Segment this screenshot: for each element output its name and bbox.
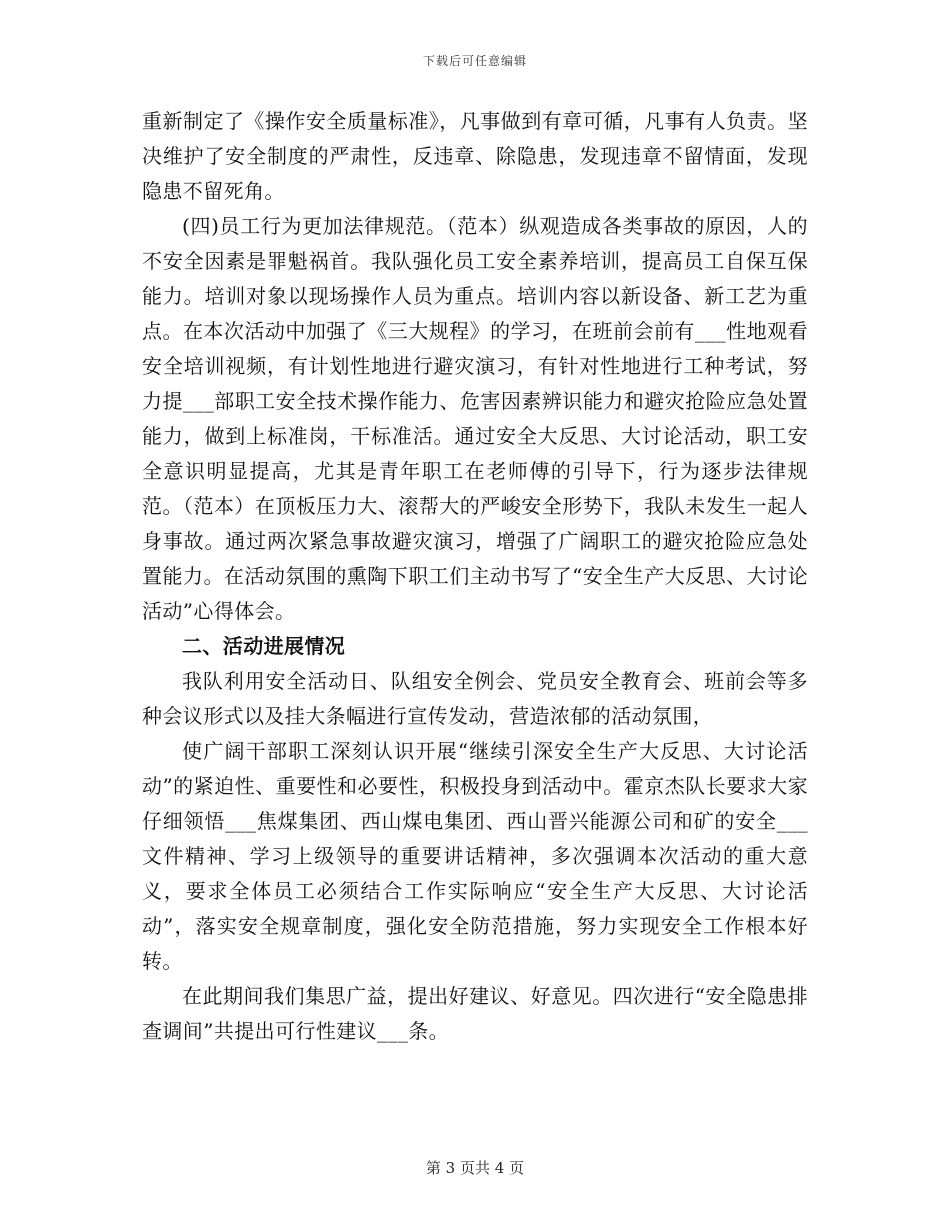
document-body bbox=[142, 104, 808, 1049]
paragraph-1: 重新制定了《操作安全质量标准》，凡事做到有章可循，凡事有人负责。坚决维护了安全制度的严肃性，反违章、除隐患，发现违章不留情面，发现隐患不留死角。 bbox=[142, 109, 808, 203]
paragraph-2: (四)员工行为更加法律规范。（范本）纵观造成各类事故的原因，人的不安全因素是罪魁祸首。我队强化员工安全素养培训，提高员工自保互保能力。培训对象以现场操作人员为重点。培训内容以新设备、新工艺为重点。在本次活动中加强了《三大规程》的学习，在班前会前有___性地观看安全培训视频，有计划性地进行避灾演习，有针对性地进行工种考试，努力提___部职工安全技术操作能力、危害因素辨识能力和避灾抢险应急处置能力，做到上标准岗，干标准活。通过安全大反思、大讨论活动，职工安全意识明显提高，尤其是青年职工在老师傅的引导下，行为逐步法律规范。（范本）在顶板压力大、滚帮大的严峻安全形势下，我队未发生一起人身事故。通过两次紧急事故避灾演习，增强了广阔职工的避灾抢险应急处置能力。在活动氛围的熏陶下职工们主动书写了“安全生产大反思、大讨论活动”心得体会。 bbox=[142, 214, 808, 623]
paragraph-5: 在此期间我们集思广益，提出好建议、好意见。四次进行“安全隐患排查调间”共提出可行性建议___条。 bbox=[142, 984, 808, 1043]
page-header: 下载后可任意编辑 bbox=[422, 54, 527, 68]
paragraph-3: 我队利用安全活动日、队组安全例会、党员安全教育会、班前会等多种会议形式以及挂大条幅进行宣传发动，营造浓郁的活动氛围， bbox=[142, 669, 808, 728]
section-heading: 二、活动进展情况 bbox=[182, 634, 346, 658]
page-footer: 第 3 页共 4 页 bbox=[425, 1159, 525, 1177]
paragraph-4: 使广阔干部职工深刻认识开展“继续引深安全生产大反思、大讨论活动”的紧迫性、重要性和必要性，积极投身到活动中。霍京杰队长要求大家仔细领悟___焦煤集团、西山煤电集团、西山晋兴能源公司和矿的安全___文件精神、学习上级领导的重要讲话精神，多次强调本次活动的重大意义，要求全体员工必须结合工作实际响应“安全生产大反思、大讨论活动”，落实安全规章制度，强化安全防范措施，努力实现安全工作根本好转。 bbox=[142, 739, 808, 973]
